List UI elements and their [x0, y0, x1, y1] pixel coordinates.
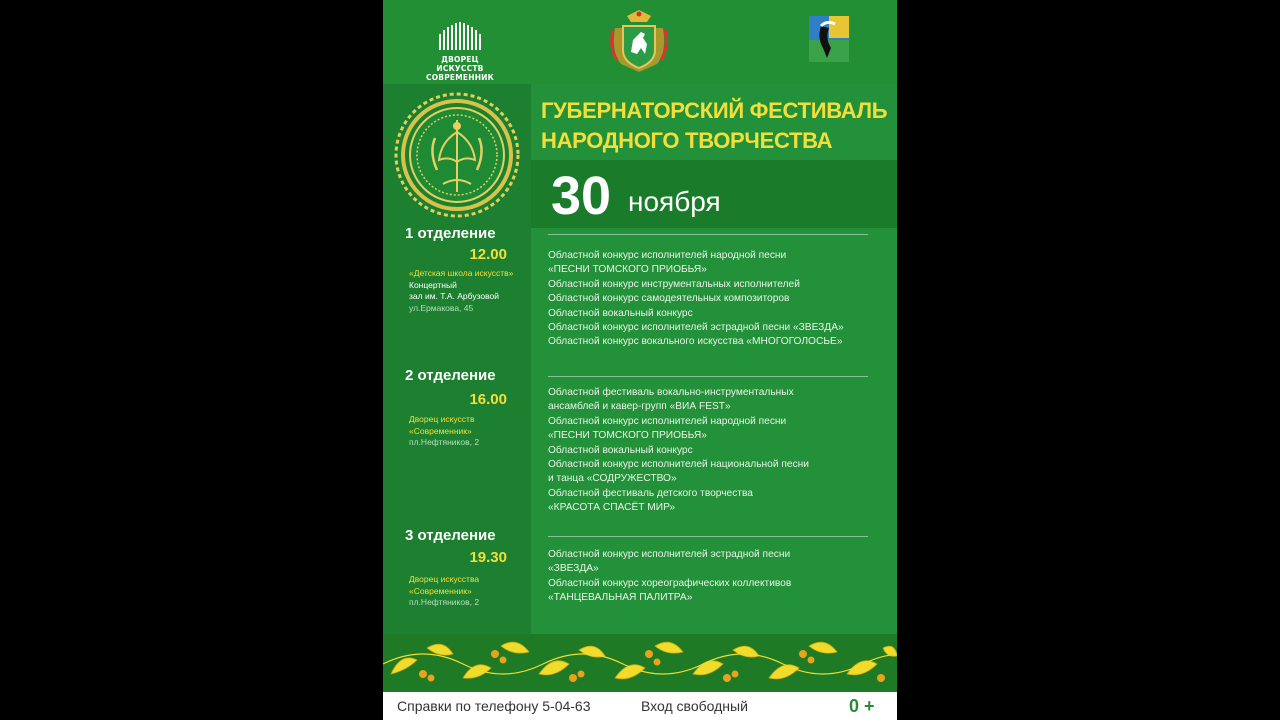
- list-item: Областной конкурс исполнителей эстрадной песни «ЗВЕЗДА»: [548, 322, 844, 334]
- list-item: Областной конкурс исполнителей народной песни: [548, 415, 787, 427]
- festival-title-line-1: ГУБЕРНАТОРСКИЙ ФЕСТИВАЛЬ: [541, 98, 888, 123]
- festival-title-line-2: НАРОДНОГО ТВОРЧЕСТВА: [541, 128, 833, 153]
- session-2-time: 16.00: [469, 391, 507, 408]
- session-2-title: 2 отделение: [405, 367, 496, 384]
- venue-line: Дворец искусств: [409, 414, 475, 424]
- venue-line: «Современник»: [409, 425, 472, 436]
- festival-title: [541, 96, 897, 156]
- list-item: «ПЕСНИ ТОМСКОГО ПРИОБЬЯ»: [548, 264, 707, 276]
- date-month: ноября: [628, 186, 721, 217]
- list-item: «ЗВЕЗДА»: [548, 563, 599, 575]
- divider: [548, 536, 868, 537]
- list-item: и танца «СОДРУЖЕСТВО»: [548, 473, 677, 485]
- list-item: «КРАСОТА СПАСЁТ МИР»: [548, 502, 676, 514]
- session-2-venue: [409, 414, 527, 449]
- age-rating-badge: 0 +: [849, 696, 875, 716]
- date-day: 30: [551, 166, 612, 226]
- venue-line: Дворец искусства: [409, 574, 480, 584]
- sovremennik-logo-text: ДВОРЕЦ ИСКУССТВ СОВРЕМЕННИК: [426, 55, 494, 82]
- venue-line: «Детская школа искусств»: [409, 268, 514, 278]
- folk-ornament-medallion-icon: [389, 92, 525, 218]
- divider: [548, 234, 868, 235]
- entry-info: Вход свободный: [641, 698, 748, 714]
- list-item: «ПЕСНИ ТОМСКОГО ПРИОБЬЯ»: [548, 430, 707, 442]
- phone-info: Справки по телефону 5-04-63: [397, 698, 591, 714]
- organ-pipes-icon: [437, 22, 485, 50]
- list-item: Областной конкурс вокального искусства «МНОГОГОЛОСЬЕ»: [548, 336, 843, 348]
- venue-line: зал им. Т.А. Арбузовой: [409, 291, 500, 301]
- list-item: ансамблей и кавер-групп «ВИА FEST»: [548, 401, 731, 413]
- session-1-title: 1 отделение: [405, 225, 496, 242]
- district-emblem-icon: [807, 14, 851, 64]
- session-1-program: [548, 249, 893, 350]
- session-3-time: 19.30: [469, 549, 507, 566]
- tomsk-region-coat-of-arms-icon: [607, 8, 671, 74]
- list-item: Областной конкурс инструментальных исполнителей: [548, 278, 800, 290]
- list-item: Областной конкурс исполнителей национальной песни: [548, 459, 809, 471]
- list-item: Областной конкурс исполнителей народной песни: [548, 250, 787, 261]
- festival-poster: [383, 0, 897, 720]
- list-item: Областной вокальный конкурс: [548, 307, 693, 319]
- venue-address: ул.Ермакова, 45: [409, 302, 474, 313]
- list-item: Областной конкурс исполнителей эстрадной песни: [548, 549, 791, 560]
- session-3-program: [548, 548, 893, 606]
- info-bar: [383, 692, 897, 720]
- list-item: Областной конкурс самодеятельных композиторов: [548, 293, 790, 305]
- divider: [548, 376, 868, 377]
- list-item: «ТАНЦЕВАЛЬНАЯ ПАЛИТРА»: [548, 592, 693, 604]
- session-3-title: 3 отделение: [405, 527, 496, 544]
- session-2-program: [548, 386, 893, 516]
- session-3-venue: [409, 574, 527, 609]
- list-item: Областной фестиваль детского творчества: [548, 487, 753, 499]
- sovremennik-logo: [426, 22, 494, 82]
- list-item: Областной фестиваль вокально-инструментальных: [548, 387, 794, 398]
- session-1-venue: [409, 268, 527, 314]
- venue-address: пл.Нефтяников, 2: [409, 597, 480, 607]
- venue-line: Концертный: [409, 279, 457, 290]
- venue-line: «Современник»: [409, 585, 472, 596]
- list-item: Областной конкурс хореографических коллективов: [548, 577, 792, 589]
- khokhloma-ornament-border: [383, 634, 897, 692]
- list-item: Областной вокальный конкурс: [548, 444, 693, 456]
- session-1-time: 12.00: [469, 246, 507, 263]
- venue-address: пл.Нефтяников, 2: [409, 437, 480, 447]
